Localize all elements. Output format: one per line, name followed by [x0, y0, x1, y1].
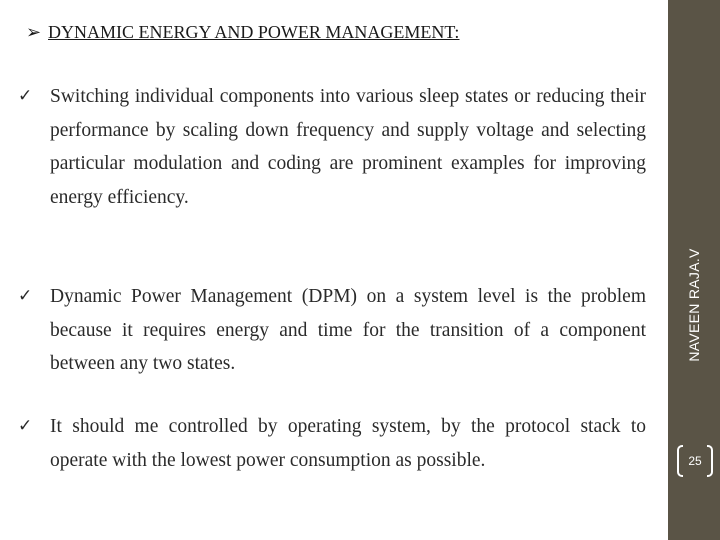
checkmark-bullet-icon: ✓ — [18, 286, 33, 306]
heading-text: DYNAMIC ENERGY AND POWER MANAGEMENT: — [48, 22, 460, 42]
bullet-text: Switching individual components into various sleep states or reducing their performance by scaling down frequency and supply voltage and selecting particular modulation and coding are prominent examples for improving energy efficiency. — [50, 86, 646, 208]
page-number-badge — [677, 445, 713, 477]
bullet-text: Dynamic Power Management (DPM) on a system level is the problem because it requires energy and time for the transition of a component between any two states. — [50, 286, 646, 374]
checkmark-bullet-icon: ✓ — [18, 416, 33, 436]
checkmark-bullet-icon: ✓ — [18, 86, 33, 106]
slide-heading — [26, 22, 459, 43]
bullet-item — [18, 410, 646, 477]
author-name: NAVEEN RAJA.V — [686, 248, 702, 362]
bullet-text: It should me controlled by operating system, by the protocol stack to operate with the lowest power consumption as possible. — [50, 416, 646, 471]
page-number: 25 — [688, 454, 702, 468]
arrow-bullet-icon: ➢ — [26, 22, 42, 42]
bullet-item — [18, 80, 646, 214]
bullet-item — [18, 280, 646, 381]
sidebar-author-wrap — [668, 0, 720, 400]
